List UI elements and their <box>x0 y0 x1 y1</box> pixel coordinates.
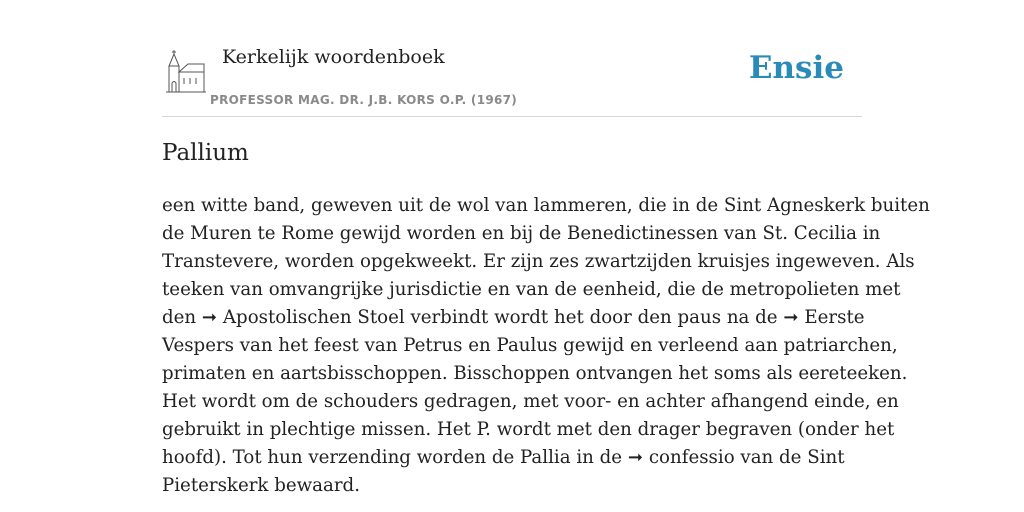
body-line: den ➞ Apostolischen Stoel verbindt wordt het door den paus na de ➞ Eerste <box>162 307 865 328</box>
body-line: Pieterskerk bewaard. <box>162 475 360 496</box>
source-title[interactable]: Kerkelijk woordenboek <box>222 46 445 68</box>
entry-title: Pallium <box>162 140 249 166</box>
body-line: de Muren te Rome gewijd worden en bij de Benedictinessen van St. Cecilia in <box>162 223 881 244</box>
source-header <box>162 40 862 117</box>
body-line: hoofd). Tot hun verzending worden de Pallia in de ➞ confessio van de Sint <box>162 447 845 468</box>
body-line: Het wordt om de schouders gedragen, met voor- en achter afhangend einde, en <box>162 391 899 412</box>
entry-body <box>162 192 930 500</box>
body-line: Transtevere, worden opgekweekt. Er zijn zes zwartzijden kruisjes ingeweven. Als <box>162 251 915 272</box>
church-icon <box>166 50 206 94</box>
body-line: Vespers van het feest van Petrus en Paulus gewijd en verleend aan patriarchen, <box>162 335 898 356</box>
body-line: primaten en aartsbisschoppen. Bisschoppen ontvangen het soms als eereteeken. <box>162 363 908 384</box>
brand-logo[interactable]: Ensie <box>748 50 844 86</box>
source-author: PROFESSOR MAG. DR. J.B. KORS O.P. (1967) <box>210 93 518 107</box>
body-line: gebruikt in plechtige missen. Het P. wordt met den drager begraven (onder het <box>162 419 895 440</box>
body-line: teeken van omvangrijke jurisdictie en van de eenheid, die de metropolieten met <box>162 279 901 300</box>
body-line: een witte band, geweven uit de wol van lammeren, die in de Sint Agneskerk buiten <box>162 195 930 216</box>
